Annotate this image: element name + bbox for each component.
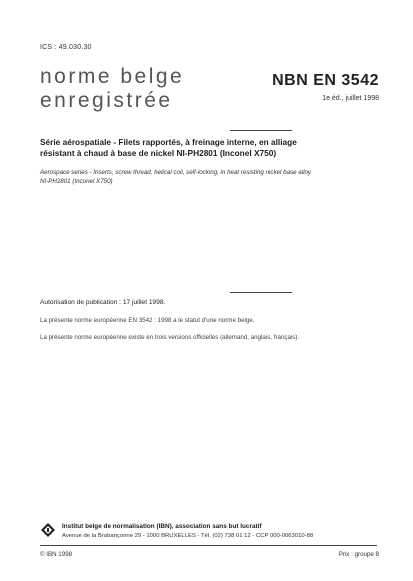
edition-date: 1e éd., juillet 1998: [322, 95, 379, 102]
standard-number: NBN EN 3542: [272, 72, 379, 89]
brand-line-2: enregistrée: [40, 89, 173, 112]
ibn-logo-icon: [41, 523, 55, 537]
divider-bottom: [40, 545, 377, 546]
ics-code: ICS : 49.030.30: [40, 44, 92, 51]
brand-line-1: norme belge: [40, 65, 185, 88]
french-title-line-1: Série aérospatiale - Filets rapportés, à freinage interne, en alliage: [40, 137, 297, 147]
copyright: © IBN 1998: [40, 551, 73, 558]
divider-middle: [230, 292, 292, 293]
price-group: Prix : groupe 8: [338, 551, 379, 558]
status-paragraph: La présente norme européenne EN 3542 : 1998 a le statut d'une norme belge.: [40, 317, 255, 324]
versions-paragraph: La présente norme européenne existe en trois versions officielles (allemand, anglais, français).: [40, 334, 300, 341]
english-title-line-1: Aerospace series - Inserts, screw thread, helical coil, self-locking, in heat resisting nickel base alloy: [40, 169, 311, 176]
french-title-line-2: résistant à chaud à base de nickel NI-PH2801 (Inconel X750): [40, 148, 277, 158]
divider-top: [230, 130, 292, 131]
publication-authorization: Autorisation de publication : 17 juillet 1998.: [40, 299, 166, 306]
institute-name: Institut belge de normalisation (IBN), association sans but lucratif: [62, 523, 262, 530]
english-title-line-2: NI-PH2801 (Inconel X750): [40, 178, 113, 185]
french-title: [40, 137, 380, 159]
institute-address: Avenue de la Brabançonne 29 - 1000 BRUXELLES - Tél. (02) 738 01 12 - CCP 000-0063010-88: [62, 533, 314, 539]
english-title: [40, 168, 385, 186]
